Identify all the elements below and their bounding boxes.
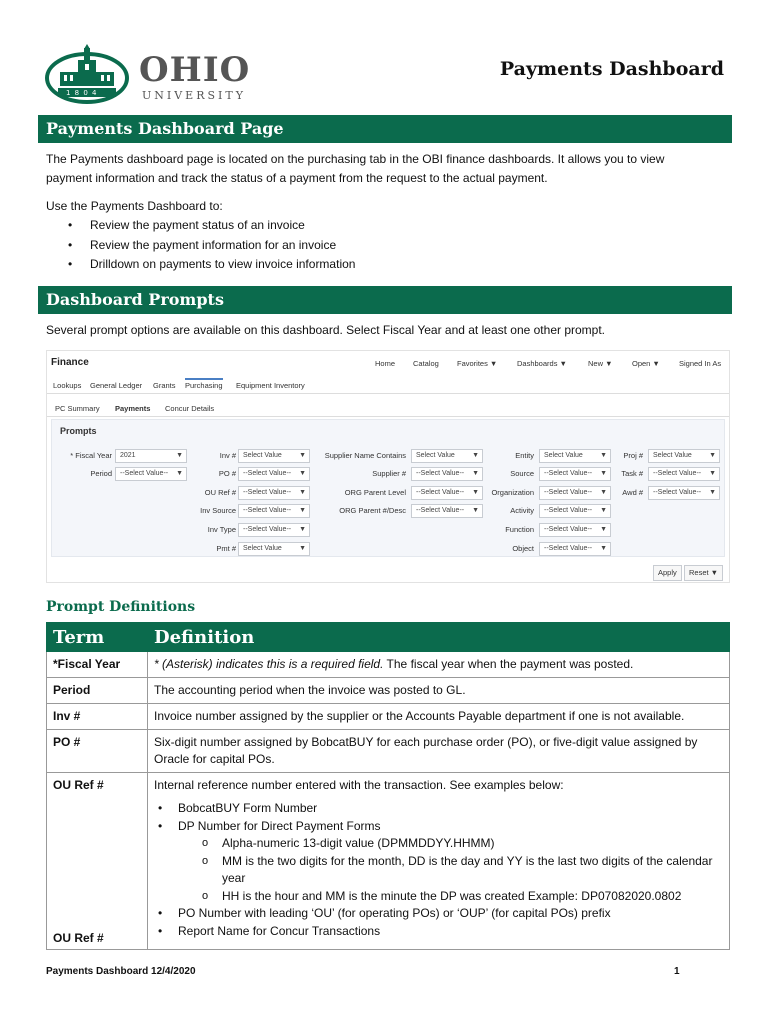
table-row (47, 730, 730, 773)
inv-source-select[interactable] (238, 504, 310, 518)
period-select[interactable] (115, 467, 187, 481)
select-value: 2021 (120, 452, 136, 459)
prompt-label: Period (90, 469, 112, 478)
subtab-pc-summary[interactable]: PC Summary (55, 404, 100, 413)
page-number: 1 (674, 966, 680, 977)
prompt-label: Organization (491, 488, 534, 497)
logo-subtitle: UNIVERSITY (142, 89, 246, 102)
use-lead: Use the Payments Dashboard to: (46, 199, 223, 213)
prompt-label: OU Ref # (204, 488, 236, 497)
required-note: * (Asterisk) indicates this is a required field. (154, 657, 384, 671)
task-select[interactable] (648, 467, 720, 481)
table-row (47, 704, 730, 730)
footer-title: Payments Dashboard 12/4/2020 (46, 966, 196, 977)
select-value: --Select Value-- (416, 507, 465, 514)
list-item: • Review the payment status of an invoice (46, 216, 355, 236)
term-cell: Period (47, 678, 148, 704)
section-heading-dashboard-page: Payments Dashboard Page (38, 115, 732, 143)
prompt-label: Supplier Name Contains (324, 451, 406, 460)
prompt-label: Entity (515, 451, 534, 460)
dropdown-arrow-icon: ▼ (176, 470, 183, 477)
awd-select[interactable] (648, 486, 720, 500)
nav-dashboards[interactable]: Dashboards ▼ (517, 359, 567, 368)
list-item: • Drilldown on payments to view invoice information (46, 255, 355, 275)
definitions-heading: Prompt Definitions (46, 599, 196, 615)
select-value: --Select Value-- (544, 470, 593, 477)
po-select[interactable] (238, 467, 310, 481)
organization-select[interactable] (539, 486, 611, 500)
prompt-label: ORG Parent Level (344, 488, 406, 497)
definition-cell (148, 773, 730, 950)
prompt-label: Source (510, 469, 534, 478)
prompt-label: Inv Type (207, 525, 236, 534)
fiscal-year-select[interactable] (115, 449, 187, 463)
prompt-label: Task # (621, 469, 643, 478)
dropdown-arrow-icon: ▼ (299, 545, 306, 552)
use-list (46, 216, 355, 275)
definition-cell: The accounting period when the invoice was posted to GL. (148, 678, 730, 704)
source-select[interactable] (539, 467, 611, 481)
prompt-label: Proj # (623, 451, 643, 460)
ou-ref-select[interactable] (238, 486, 310, 500)
dropdown-arrow-icon: ▼ (299, 470, 306, 477)
dropdown-arrow-icon: ▼ (600, 470, 607, 477)
dropdown-arrow-icon: ▼ (299, 526, 306, 533)
app-brand: Finance (51, 357, 89, 368)
dropdown-arrow-icon: ▼ (600, 489, 607, 496)
proj-select[interactable] (648, 449, 720, 463)
term-cell: *Fiscal Year (47, 652, 148, 678)
subtab-concur-details[interactable]: Concur Details (165, 404, 215, 413)
prompts-intro: Several prompt options are available on this dashboard. Select Fiscal Year and at least one other prompt. (46, 323, 606, 337)
nav-catalog[interactable]: Catalog (413, 359, 439, 368)
supplier-num-select[interactable] (411, 467, 483, 481)
prompt-label: Inv # (219, 451, 236, 460)
prompt-label: * Fiscal Year (70, 451, 112, 460)
prompt-label: ORG Parent #/Desc (339, 506, 406, 515)
intro-line: The Payments dashboard page is located on the purchasing tab in the OBI finance dashboards. It allows you to view (46, 152, 665, 166)
list-item: • BobcatBUY Form Number (154, 800, 723, 818)
prompts-panel (51, 419, 725, 557)
dropdown-arrow-icon: ▼ (472, 470, 479, 477)
definition-text: The fiscal year when the payment was posted. (383, 657, 634, 671)
table-row (47, 678, 730, 704)
dashboard-screenshot (46, 350, 730, 583)
inv-type-select[interactable] (238, 523, 310, 537)
select-value: Select Value (653, 452, 692, 459)
term-label-repeat: OU Ref # (53, 931, 104, 945)
object-select[interactable] (539, 542, 611, 556)
prompts-title: Prompts (60, 426, 97, 436)
column-header-definition: Definition (148, 623, 730, 652)
prompt-label: Supplier # (372, 469, 406, 478)
select-value: --Select Value-- (243, 489, 292, 496)
list-item: • PO Number with leading ‘OU’ (for operating POs) or ‘OUP’ (for capital POs) prefix (154, 905, 723, 923)
subtab-payments[interactable]: Payments (115, 404, 151, 413)
dropdown-arrow-icon: ▼ (299, 452, 306, 459)
list-item: • Report Name for Concur Transactions (154, 923, 723, 941)
ohio-university-logo (44, 44, 254, 106)
select-value: Select Value (243, 452, 282, 459)
select-value: --Select Value-- (544, 489, 593, 496)
select-value: --Select Value-- (653, 470, 702, 477)
list-item: o MM is the two digits for the month, DD is the day and YY is the last two digits of the calendar year (154, 853, 723, 888)
select-value: --Select Value-- (243, 470, 292, 477)
dropdown-arrow-icon: ▼ (472, 452, 479, 459)
table-row (47, 773, 730, 950)
dropdown-arrow-icon: ▼ (472, 489, 479, 496)
select-value: --Select Value-- (120, 470, 169, 477)
nav-home[interactable]: Home (375, 359, 396, 368)
apply-button[interactable]: Apply (653, 565, 682, 581)
dropdown-arrow-icon: ▼ (600, 545, 607, 552)
definition-cell: Invoice number assigned by the supplier or the Accounts Payable department if one is not available. (148, 704, 730, 730)
term-cell (47, 773, 148, 950)
select-value: --Select Value-- (416, 489, 465, 496)
term-cell: PO # (47, 730, 148, 773)
nav-favorites[interactable]: Favorites ▼ (457, 359, 498, 368)
list-item: • Review the payment information for an invoice (46, 236, 355, 256)
select-value: --Select Value-- (243, 526, 292, 533)
dropdown-arrow-icon: ▼ (709, 470, 716, 477)
select-value: --Select Value-- (544, 526, 593, 533)
list-item: • DP Number for Direct Payment Forms (154, 818, 723, 836)
select-value: --Select Value-- (416, 470, 465, 477)
document-title: Payments Dashboard (499, 58, 724, 80)
definition-text: Internal reference number entered with the transaction. See examples below: (154, 778, 564, 792)
org-parent-level-select[interactable] (411, 486, 483, 500)
select-value: Select Value (416, 452, 455, 459)
entity-select[interactable] (539, 449, 611, 463)
nav-open[interactable]: Open ▼ (632, 359, 660, 368)
dropdown-arrow-icon: ▼ (600, 526, 607, 533)
table-header-row (47, 623, 730, 652)
tab-general-ledger[interactable]: General Ledger (90, 381, 143, 390)
select-value: Select Value (243, 545, 282, 552)
prompt-label: PO # (218, 469, 236, 478)
inv-select[interactable] (238, 449, 310, 463)
prompt-label: Object (512, 544, 534, 553)
ou-ref-examples (154, 800, 723, 940)
prompt-label: Activity (510, 506, 534, 515)
prompt-label: Inv Source (200, 506, 236, 515)
list-item: o Alpha-numeric 13-digit value (DPMMDDYY.HHMM) (154, 835, 723, 853)
pmt-select[interactable] (238, 542, 310, 556)
intro-line: payment information and track the status of a payment from the request to the actual payment. (46, 171, 548, 185)
dropdown-arrow-icon: ▼ (709, 489, 716, 496)
select-value: --Select Value-- (544, 545, 593, 552)
definitions-table (46, 622, 730, 950)
org-parent-desc-select[interactable] (411, 504, 483, 518)
select-value: --Select Value-- (544, 507, 593, 514)
prompt-label: Awd # (622, 488, 643, 497)
prompt-label: Pmt # (216, 544, 236, 553)
logo-year: 1 8 0 4 (66, 89, 98, 97)
select-value: --Select Value-- (243, 507, 292, 514)
intro-paragraph (46, 150, 726, 188)
tab-equipment-inventory[interactable]: Equipment Inventory (236, 381, 305, 390)
select-value: --Select Value-- (653, 489, 702, 496)
list-item: o HH is the hour and MM is the minute the DP was created Example: DP07082020.0802 (154, 888, 723, 906)
reset-button[interactable]: Reset ▼ (684, 565, 723, 581)
logo-wordmark: OHIO (139, 50, 251, 90)
dropdown-arrow-icon: ▼ (472, 507, 479, 514)
subtab-divider (47, 416, 729, 417)
activity-select[interactable] (539, 504, 611, 518)
tab-divider (47, 393, 729, 394)
term-label: OU Ref # (53, 778, 104, 792)
definition-cell: Six-digit number assigned by BobcatBUY for each purchase order (PO), or five-digit value assigned by Oracle for capital POs. (148, 730, 730, 773)
function-select[interactable] (539, 523, 611, 537)
column-header-term: Term (47, 623, 148, 652)
tab-purchasing[interactable]: Purchasing (185, 378, 223, 390)
dropdown-arrow-icon: ▼ (600, 452, 607, 459)
prompt-label: Function (505, 525, 534, 534)
dropdown-arrow-icon: ▼ (600, 507, 607, 514)
tab-grants[interactable]: Grants (153, 381, 176, 390)
table-row (47, 652, 730, 678)
supplier-name-select[interactable] (411, 449, 483, 463)
dropdown-arrow-icon: ▼ (709, 452, 716, 459)
nav-signed-in: Signed In As (679, 359, 722, 368)
select-value: Select Value (544, 452, 583, 459)
nav-new[interactable]: New ▼ (588, 359, 613, 368)
definition-cell (148, 652, 730, 678)
dropdown-arrow-icon: ▼ (299, 489, 306, 496)
dropdown-arrow-icon: ▼ (176, 452, 183, 459)
tab-lookups[interactable]: Lookups (53, 381, 82, 390)
section-heading-dashboard-prompts: Dashboard Prompts (38, 286, 732, 314)
dropdown-arrow-icon: ▼ (299, 507, 306, 514)
term-cell: Inv # (47, 704, 148, 730)
